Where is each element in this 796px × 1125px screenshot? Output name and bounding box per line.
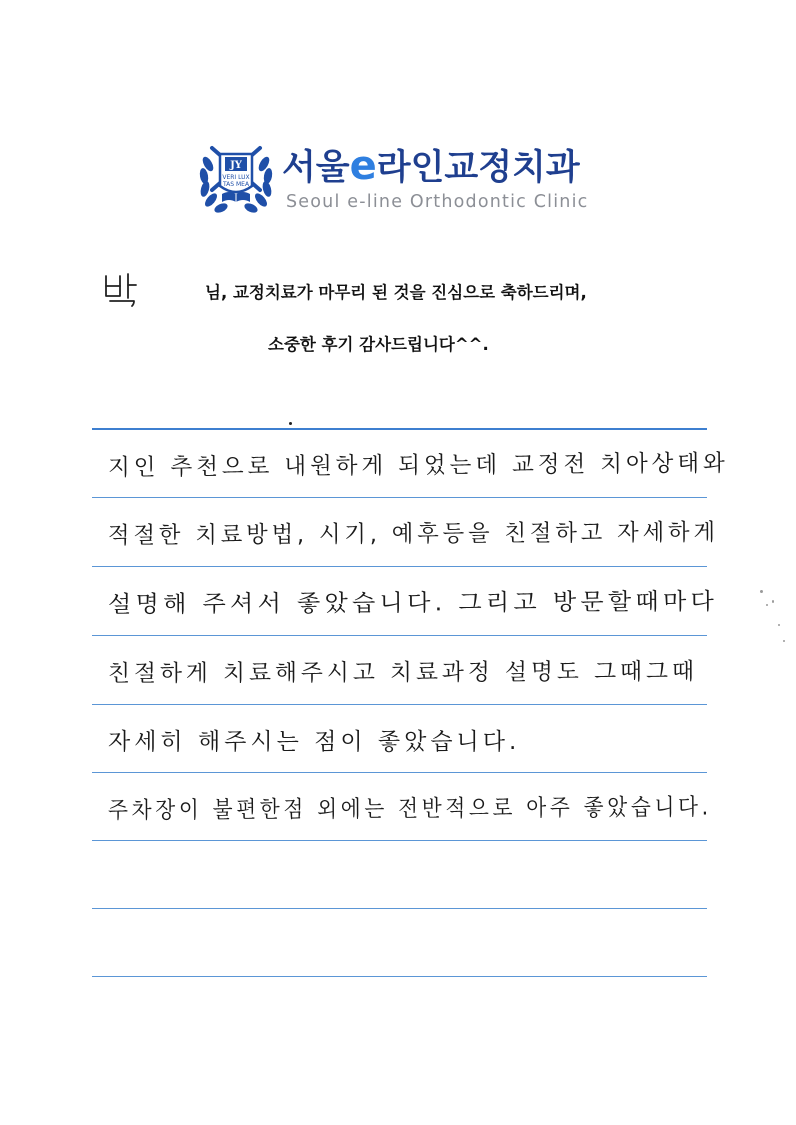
rule-line	[92, 497, 707, 498]
review-line-5: 자세히 해주시는 점이 좋았습니다.	[108, 729, 521, 755]
paper-speck	[760, 590, 763, 593]
rule-line	[92, 704, 707, 705]
seal-motto-line1: VERI LUX	[222, 174, 250, 181]
paper-speck	[778, 624, 780, 626]
rule-line	[92, 976, 707, 977]
clinic-seal-icon	[198, 142, 274, 218]
paper-speck	[766, 604, 768, 606]
greeting-line-2: 소중한 후기 감사드립니다^^.	[268, 335, 489, 354]
rule-line	[92, 566, 707, 567]
review-line-3: 설명해 주셔서 좋았습니다. 그리고 방문할때마다	[107, 588, 719, 618]
ink-dot	[289, 422, 292, 425]
review-line-2: 적절한 치료방법, 시기, 예후등을 친절하고 자세하게	[107, 519, 719, 549]
svg-text:박: 박	[100, 268, 101, 269]
patient-name-handwritten	[100, 268, 170, 308]
review-line-6: 주차장이 불편한점 외에는 전반적으로 아주 좋았습니다.	[107, 794, 712, 824]
review-line-1: 지인 추천으로 내원하게 되었는데 교정전 치아상태와	[107, 450, 729, 481]
rule-line	[92, 635, 707, 636]
review-line-4: 친절하게 치료해주시고 치료과정 설명도 그때그때	[107, 658, 698, 687]
greeting-line-1: 님, 교정치료가 마무리 된 것을 진심으로 축하드리며,	[205, 283, 587, 302]
svg-text:JY: JY	[230, 160, 242, 171]
rule-line-top	[92, 428, 707, 430]
paper-speck	[783, 640, 785, 642]
clinic-logo	[198, 142, 598, 222]
rule-line	[92, 908, 707, 909]
clinic-name: 서울e라인교정치과	[282, 143, 580, 189]
paper-speck	[772, 600, 774, 603]
seal-motto-line2: TAS MEA	[222, 181, 250, 188]
rule-line	[92, 840, 707, 841]
rule-line	[92, 772, 707, 773]
clinic-name-english: Seoul e-line Orthodontic Clinic	[286, 192, 589, 212]
